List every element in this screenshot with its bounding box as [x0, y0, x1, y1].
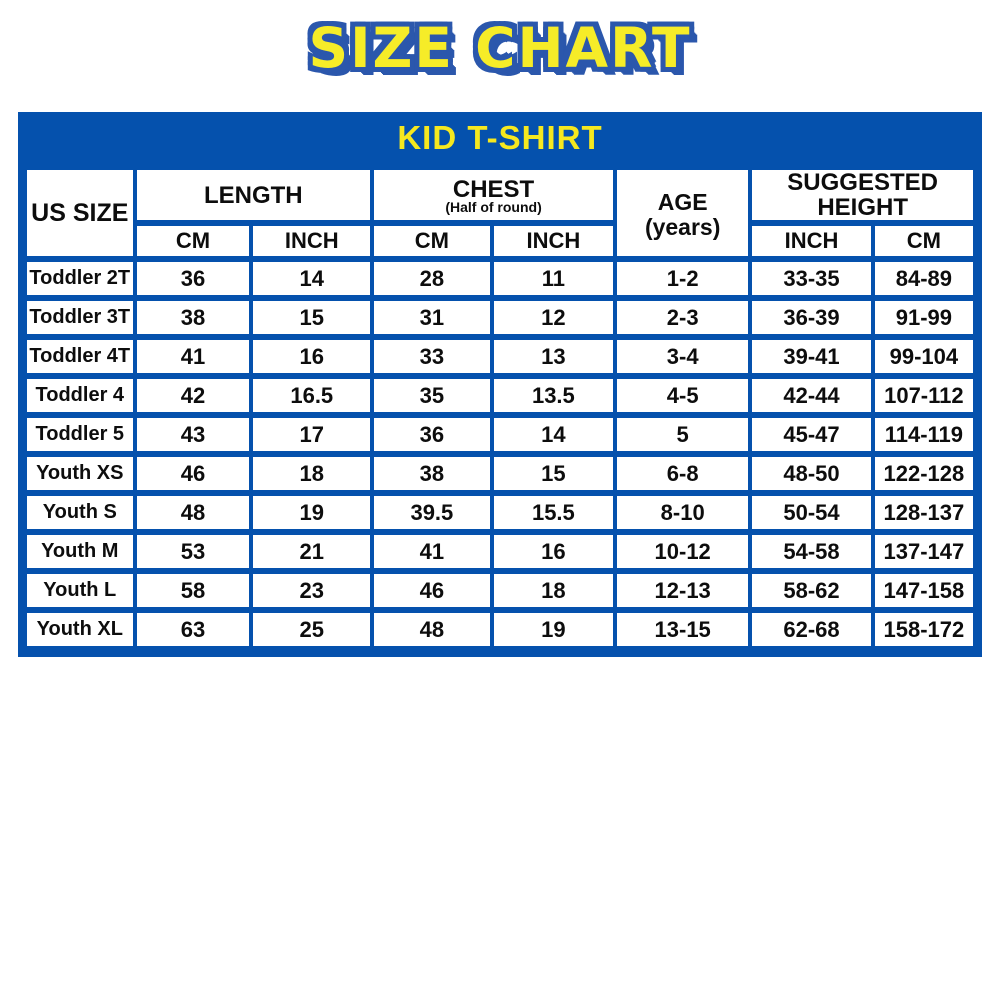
cell-value: 16.5 — [253, 379, 370, 412]
cell-value: 18 — [253, 457, 370, 490]
cell-value: 13.5 — [494, 379, 613, 412]
cell-value: 28 — [374, 262, 490, 295]
cell-value: 41 — [137, 340, 250, 373]
cell-value: 33-35 — [752, 262, 870, 295]
cell-value: 35 — [374, 379, 490, 412]
cell-value: 39.5 — [374, 496, 490, 529]
cell-value: 5 — [617, 418, 748, 451]
cell-value: 158-172 — [875, 613, 973, 646]
cell-value: 19 — [253, 496, 370, 529]
cell-value: 147-158 — [875, 574, 973, 607]
table-row — [27, 574, 973, 607]
cell-value: 84-89 — [875, 262, 973, 295]
cell-value: 114-119 — [875, 418, 973, 451]
table-row — [27, 457, 973, 490]
cell-us-size: Youth XS — [27, 457, 133, 490]
header-length: LENGTH — [137, 170, 370, 220]
table-row — [27, 613, 973, 646]
cell-value: 58-62 — [752, 574, 870, 607]
cell-value: 128-137 — [875, 496, 973, 529]
cell-value: 46 — [374, 574, 490, 607]
header-height-inch: INCH — [752, 226, 870, 256]
cell-value: 2-3 — [617, 301, 748, 334]
cell-us-size: Toddler 4 — [27, 379, 133, 412]
cell-us-size: Toddler 4T — [27, 340, 133, 373]
cell-value: 46 — [137, 457, 250, 490]
header-suggested-height: SUGGESTED HEIGHT — [752, 170, 973, 220]
cell-value: 18 — [494, 574, 613, 607]
cell-value: 36 — [137, 262, 250, 295]
page-title-area — [0, 0, 1000, 98]
cell-value: 42-44 — [752, 379, 870, 412]
cell-value: 45-47 — [752, 418, 870, 451]
cell-value: 107-112 — [875, 379, 973, 412]
header-chest — [374, 170, 613, 220]
cell-value: 50-54 — [752, 496, 870, 529]
cell-value: 10-12 — [617, 535, 748, 568]
cell-value: 25 — [253, 613, 370, 646]
cell-value: 17 — [253, 418, 370, 451]
cell-value: 6-8 — [617, 457, 748, 490]
header-age-label: AGE — [657, 189, 708, 216]
cell-value: 21 — [253, 535, 370, 568]
page-title: SIZE CHART — [308, 16, 692, 80]
cell-value: 122-128 — [875, 457, 973, 490]
cell-value: 43 — [137, 418, 250, 451]
cell-value: 31 — [374, 301, 490, 334]
cell-value: 1-2 — [617, 262, 748, 295]
cell-value: 12-13 — [617, 574, 748, 607]
header-length-cm: CM — [137, 226, 250, 256]
header-age — [617, 170, 748, 256]
header-chest-note: (Half of round) — [445, 198, 542, 215]
cell-value: 13-15 — [617, 613, 748, 646]
table-title: KID T-SHIRT — [397, 119, 603, 156]
table-row — [27, 535, 973, 568]
table-row — [27, 301, 973, 334]
cell-value: 99-104 — [875, 340, 973, 373]
cell-value: 54-58 — [752, 535, 870, 568]
header-chest-cm: CM — [374, 226, 490, 256]
cell-value: 16 — [494, 535, 613, 568]
header-length-inch: INCH — [253, 226, 370, 256]
cell-value: 39-41 — [752, 340, 870, 373]
cell-value: 62-68 — [752, 613, 870, 646]
cell-value: 36-39 — [752, 301, 870, 334]
cell-value: 53 — [137, 535, 250, 568]
cell-us-size: Toddler 3T — [27, 301, 133, 334]
cell-value: 23 — [253, 574, 370, 607]
cell-value: 42 — [137, 379, 250, 412]
cell-value: 36 — [374, 418, 490, 451]
header-age-note: (years) — [644, 214, 721, 241]
header-chest-inch: INCH — [494, 226, 613, 256]
header-height-cm: CM — [875, 226, 973, 256]
cell-value: 48 — [374, 613, 490, 646]
cell-us-size: Toddler 5 — [27, 418, 133, 451]
cell-us-size: Youth S — [27, 496, 133, 529]
header-chest-label: CHEST — [452, 175, 535, 203]
cell-us-size: Youth L — [27, 574, 133, 607]
cell-value: 19 — [494, 613, 613, 646]
size-chart-table — [18, 112, 982, 657]
cell-value: 137-147 — [875, 535, 973, 568]
cell-value: 63 — [137, 613, 250, 646]
cell-value: 14 — [253, 262, 370, 295]
cell-value: 15 — [253, 301, 370, 334]
cell-value: 91-99 — [875, 301, 973, 334]
size-table-body — [27, 262, 973, 646]
cell-value: 58 — [137, 574, 250, 607]
cell-value: 38 — [374, 457, 490, 490]
cell-value: 38 — [137, 301, 250, 334]
cell-value: 12 — [494, 301, 613, 334]
cell-value: 16 — [253, 340, 370, 373]
cell-us-size: Toddler 2T — [27, 262, 133, 295]
cell-value: 4-5 — [617, 379, 748, 412]
cell-value: 15 — [494, 457, 613, 490]
cell-value: 33 — [374, 340, 490, 373]
cell-value: 13 — [494, 340, 613, 373]
cell-value: 8-10 — [617, 496, 748, 529]
cell-value: 41 — [374, 535, 490, 568]
size-table-head — [27, 170, 973, 256]
table-row — [27, 496, 973, 529]
size-table — [23, 164, 977, 652]
cell-value: 3-4 — [617, 340, 748, 373]
cell-value: 48 — [137, 496, 250, 529]
cell-value: 48-50 — [752, 457, 870, 490]
cell-value: 14 — [494, 418, 613, 451]
table-row — [27, 418, 973, 451]
table-row — [27, 340, 973, 373]
header-us-size: US SIZE — [27, 170, 133, 256]
cell-us-size: Youth M — [27, 535, 133, 568]
cell-value: 11 — [494, 262, 613, 295]
table-row — [27, 379, 973, 412]
cell-us-size: Youth XL — [27, 613, 133, 646]
table-row — [27, 262, 973, 295]
cell-value: 15.5 — [494, 496, 613, 529]
